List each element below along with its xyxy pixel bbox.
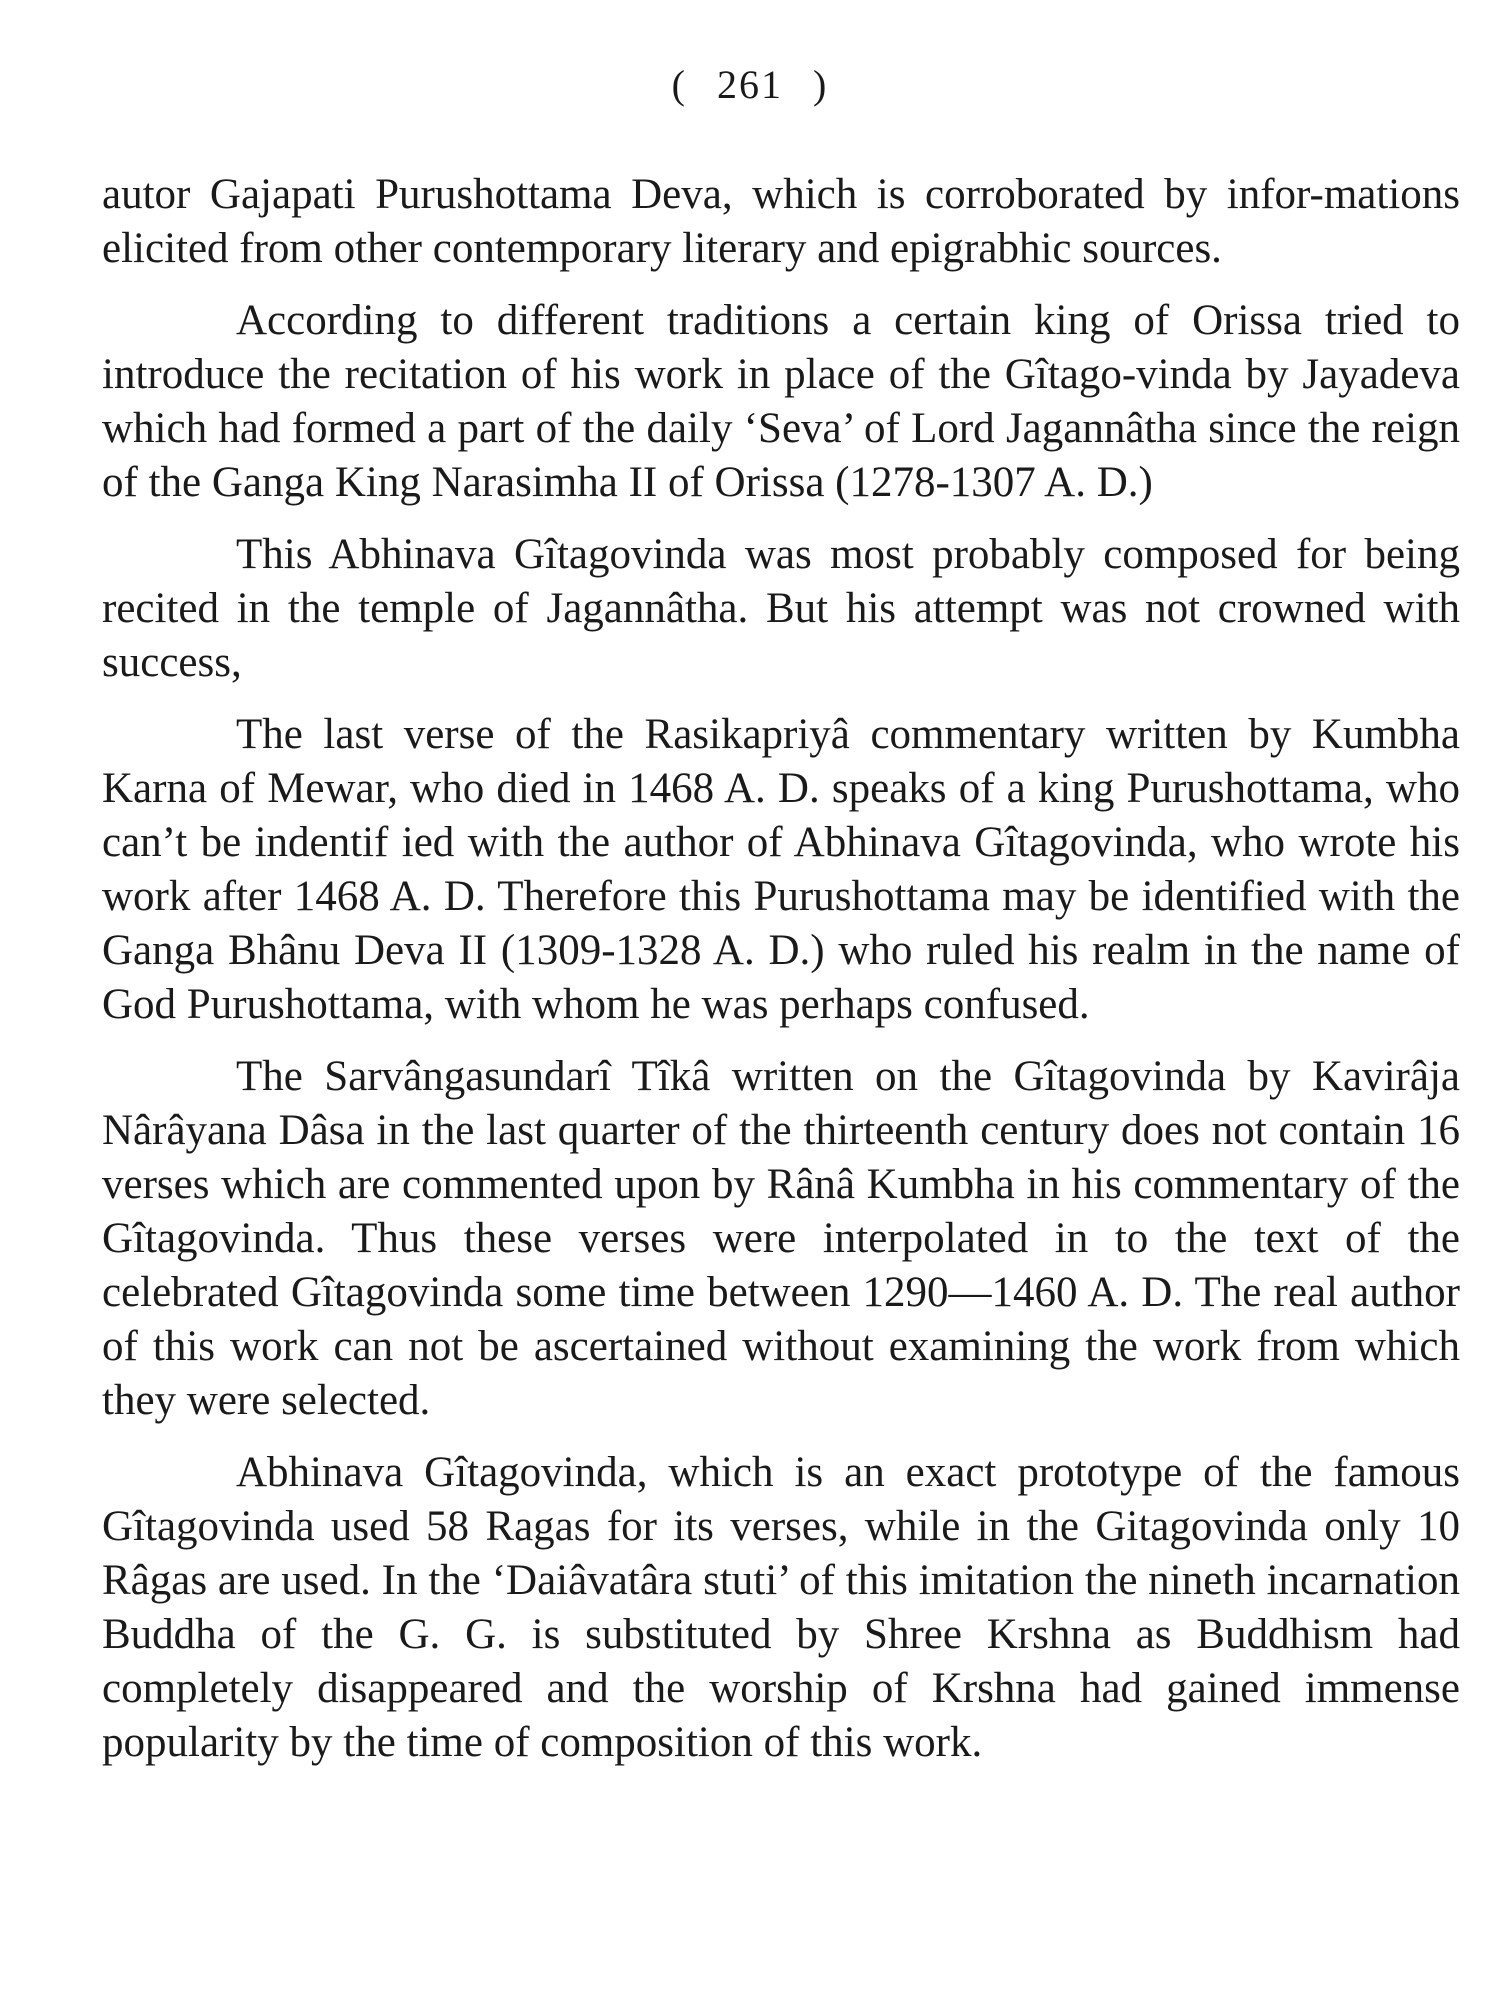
paragraph-ragas: Abhinava Gîtagovinda, which is an exact prototype of the famous Gîtagovinda used 58 Ragas for its verses, while in the Gitagovinda only 10 Râgas are used. In the ‘Daiâvatâra stuti’ of this imitation the nineth incarnation Buddha of the G. G. is substituted by Shree Krshna as Buddhism had completely disappeared and the worship of Krshna had gained immense popularity by the time of composition of this work. bbox=[102, 1449, 1460, 1766]
text-body bbox=[102, 168, 1460, 1770]
paragraph-sarvangasundari: The Sarvângasundarî Tîkâ written on the Gîtagovinda by Kavirâja Nârâyana Dâsa in the last quarter of the thirteenth century does not contain 16 verses which are commented upon by Rânâ Kumbha in his commentary of the Gîtagovinda. Thus these verses were interpolated in to the text of the celebrated Gîtagovinda some time between 1290—1460 A. D. The real author of this work can not be ascertained without examining the work from which they were selected. bbox=[102, 1053, 1460, 1424]
page-number bbox=[0, 58, 1500, 112]
page-number-close-paren: ) bbox=[813, 62, 829, 107]
paragraph-abhinava-temple: This Abhinava Gîtagovinda was most probably composed for being recited in the temple of Jagannâtha. But his attempt was not crowned with success, bbox=[102, 531, 1460, 686]
page-number-open-paren: ( bbox=[671, 62, 687, 107]
paragraph-continuation: autor Gajapati Purushottama Deva, which is corroborated by infor-mations elicited from other contemporary literary and epigrabhic sources. bbox=[102, 171, 1460, 272]
paragraph-traditions: According to different traditions a certain king of Orissa tried to introduce the recitation of his work in place of the Gîtago-vinda by Jayadeva which had formed a part of the daily ‘Seva’ of Lord Jagannâtha since the reign of the Ganga King Narasimha II of Orissa (1278-1307 A. D.) bbox=[102, 297, 1460, 506]
paragraph-rasikapriya: The last verse of the Rasikapriyâ commentary written by Kumbha Karna of Mewar, who died in 1468 A. D. speaks of a king Purushottama, who can’t be indentif ied with the author of Abhinava Gîtagovinda, who wrote his work after 1468 A. D. Therefore this Purushottama may be identified with the Ganga Bhânu Deva II (1309-1328 A. D.) who ruled his realm in the name of God Purushottama, with whom he was perhaps confused. bbox=[102, 711, 1460, 1028]
page-number-value: 261 bbox=[717, 62, 783, 107]
